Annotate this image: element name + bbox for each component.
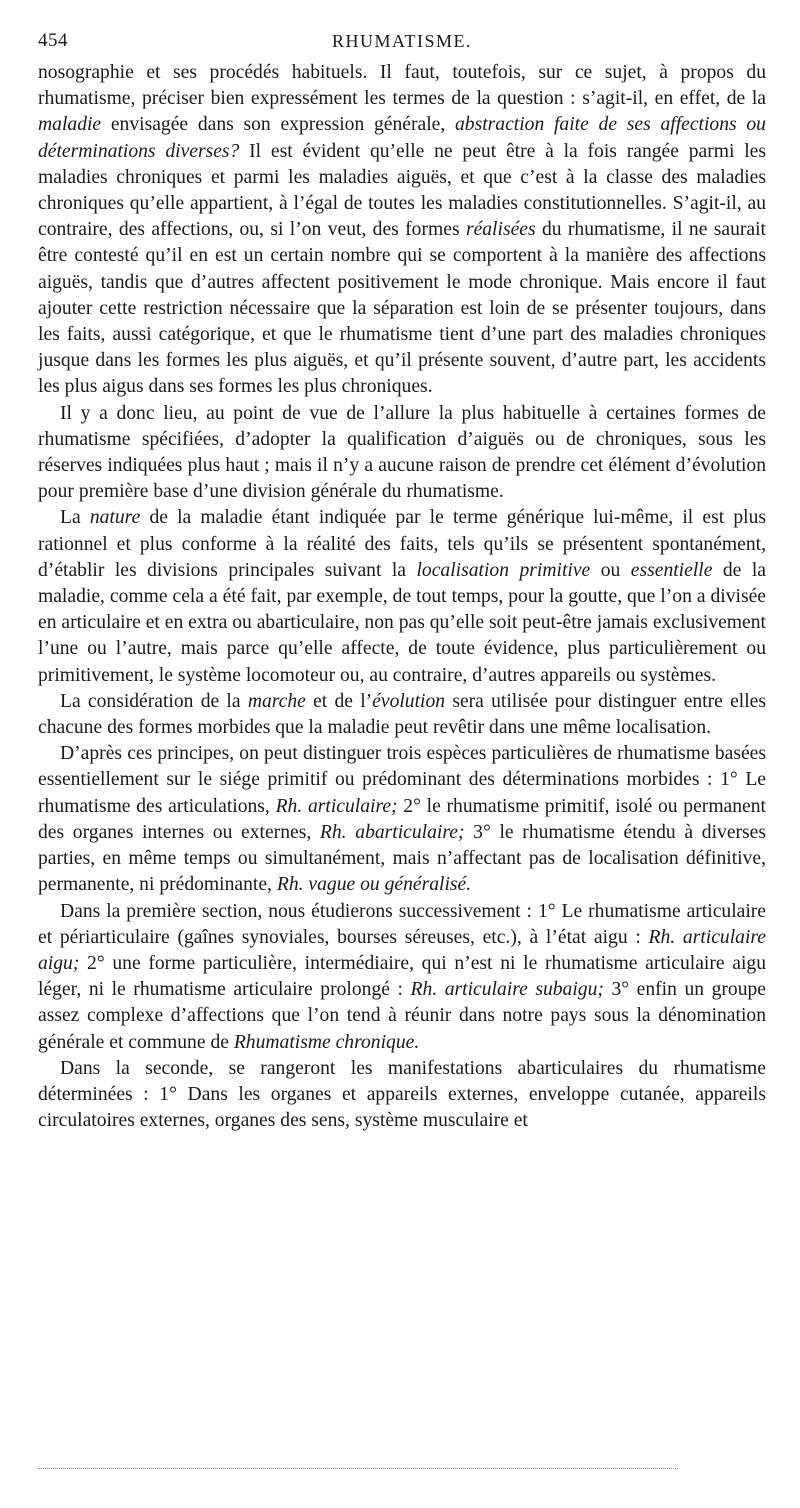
text-run: La considération de la — [60, 690, 248, 712]
text-run: sera utilisée pour distinguer entre elles chacune des formes morbides que la maladie peut revêtir dans une même localisation. — [38, 690, 766, 739]
running-head: RHUMATISME. — [331, 31, 472, 51]
text-run: D’après ces principes, on peut distinguer trois espèces particulières de rhumatisme basées essentiellement sur le siége primitif ou prédominant des déterminations morbides : 1° Le rhumatisme des articulations, — [38, 743, 766, 817]
text-run: Dans la première section, nous étudierons successivement : 1° Le rhumatisme articulaire et périarticulaire (gaînes synoviales, bourses séreuses, etc.), à l’état aigu : — [38, 900, 766, 948]
italic-run: Rh. articulaire subaigu; — [410, 979, 604, 1001]
text-run: envisagée dans son expression générale, — [101, 114, 455, 136]
text-run: du rhumatisme, il ne saurait être contesté qu’il en est un certain nombre qui se comportent à la manière des affections aiguës, tandis que d’autres affectent positivement le mode chronique. Mais encore il faut ajouter cette restriction nécessaire que la séparation est loin de se présenter toujours, dans les faits, aussi catégorique, et que le rhumatisme tient d’une part des maladies chroniques jusque dans les formes les plus aiguës, et qu’il présente souvent, d’autre part, les accidents les plus aigus dans ses formes les plus chroniques. — [38, 219, 766, 398]
paragraph — [38, 899, 766, 1056]
text-run: 2° le rhumatisme primitif, isolé ou permanent des organes internes ou externes, — [38, 795, 766, 843]
italic-run: Rh. vague ou généralisé. — [276, 874, 472, 896]
text-run: nosographie et ses procédés habituels. Il faut, toutefois, sur ce sujet, à propos du rhumatisme, préciser bien expressément les termes de la question : s’agit-il, en effet, de la — [38, 62, 766, 110]
text-run: ou — [590, 559, 631, 581]
page-header — [38, 28, 766, 58]
text-run: 3° enfin un groupe assez complexe d’affections que l’on tend à réunir dans notre pays sous la dénomination générale et commune de — [38, 979, 767, 1053]
text-run: Il est évident qu’elle ne peut être à la fois rangée parmi les maladies chroniques et parmi les maladies aiguës, et que c’est à la classe des maladies chroniques qu’elle appartient, à l’égal de toutes les maladies constitutionnelles. S’agit-il, au contraire, des affections, ou, si l’on veut, des formes — [38, 140, 766, 241]
book-page — [38, 28, 766, 1134]
italic-run: abstraction faite de ses affections ou déterminations diverses? — [38, 114, 766, 162]
text-run: Il y a donc lieu, au point de vue de l’allure la plus habituelle à certaines formes de rhumatisme spécifiées, d’adopter la qualification d’aiguës ou de chroniques, sous les réserves indiquées plus haut ; mais il n’y a aucune raison de prendre cet élément d’évolution pour première base d’une division générale du rhumatisme. — [38, 402, 766, 503]
paragraph — [38, 505, 766, 688]
italic-run: Rh. articulaire aigu; — [38, 926, 766, 974]
italic-run: Rh. abarticulaire; — [319, 821, 465, 843]
paragraph — [38, 689, 766, 741]
footer-rule — [38, 1468, 678, 1469]
text-run: de la maladie étant indiquée par le terme générique lui-même, il est plus rationnel et plus conforme à la réalité des faits, tels qu’ils se présentent spontanément, d’établir les divisions principales suivant la — [38, 507, 766, 581]
italic-run: localisation primitive — [416, 559, 591, 581]
paragraph — [38, 1056, 766, 1135]
text-run: 3° le rhumatisme étendu à diverses parties, en même temps ou simultanément, mais n’affectant pas de localisation définitive, permanente, ni prédominante, — [38, 821, 766, 896]
text-run: et de l’ — [305, 690, 373, 712]
italic-run: Rhumatisme chronique. — [233, 1031, 420, 1053]
paragraph — [38, 741, 766, 898]
italic-run: évolution — [372, 690, 446, 712]
italic-run: maladie — [38, 114, 102, 136]
text-run: 2° une forme particulière, intermédiaire, qui n’est ni le rhumatisme articulaire aigu léger, ni le rhumatisme articulaire prolongé : — [38, 952, 766, 1001]
italic-run: Rh. articulaire; — [275, 795, 398, 817]
text-run: La — [60, 507, 90, 529]
paragraph — [38, 401, 766, 506]
italic-run: essentielle — [630, 559, 713, 581]
text-run: Dans la seconde, se rangeront les manifestations abarticulaires du rhumatisme déterminées : 1° Dans les organes et appareils externes, enveloppe cutanée, appareils circulatoires externes, organes des sens, système musculaire et — [38, 1057, 766, 1132]
paragraph — [38, 60, 766, 401]
text-run: de la maladie, comme cela a été fait, par exemple, de tout temps, pour la goutte, que l’on a divisée en articulaire et en extra ou abarticulaire, non pas qu’elle soit peut-être jamais exclusivement l’une ou l’autre, mais parce qu’elle affecte, de toute évidence, plus particulièrement ou primitivement, le système locomoteur ou, au contraire, d’autres appareils ou systèmes. — [38, 559, 766, 686]
italic-run: réalisées — [465, 219, 536, 241]
page-number: 454 — [38, 30, 68, 51]
italic-run: nature — [89, 507, 141, 529]
italic-run: marche — [247, 690, 306, 712]
page-body — [38, 60, 766, 1134]
